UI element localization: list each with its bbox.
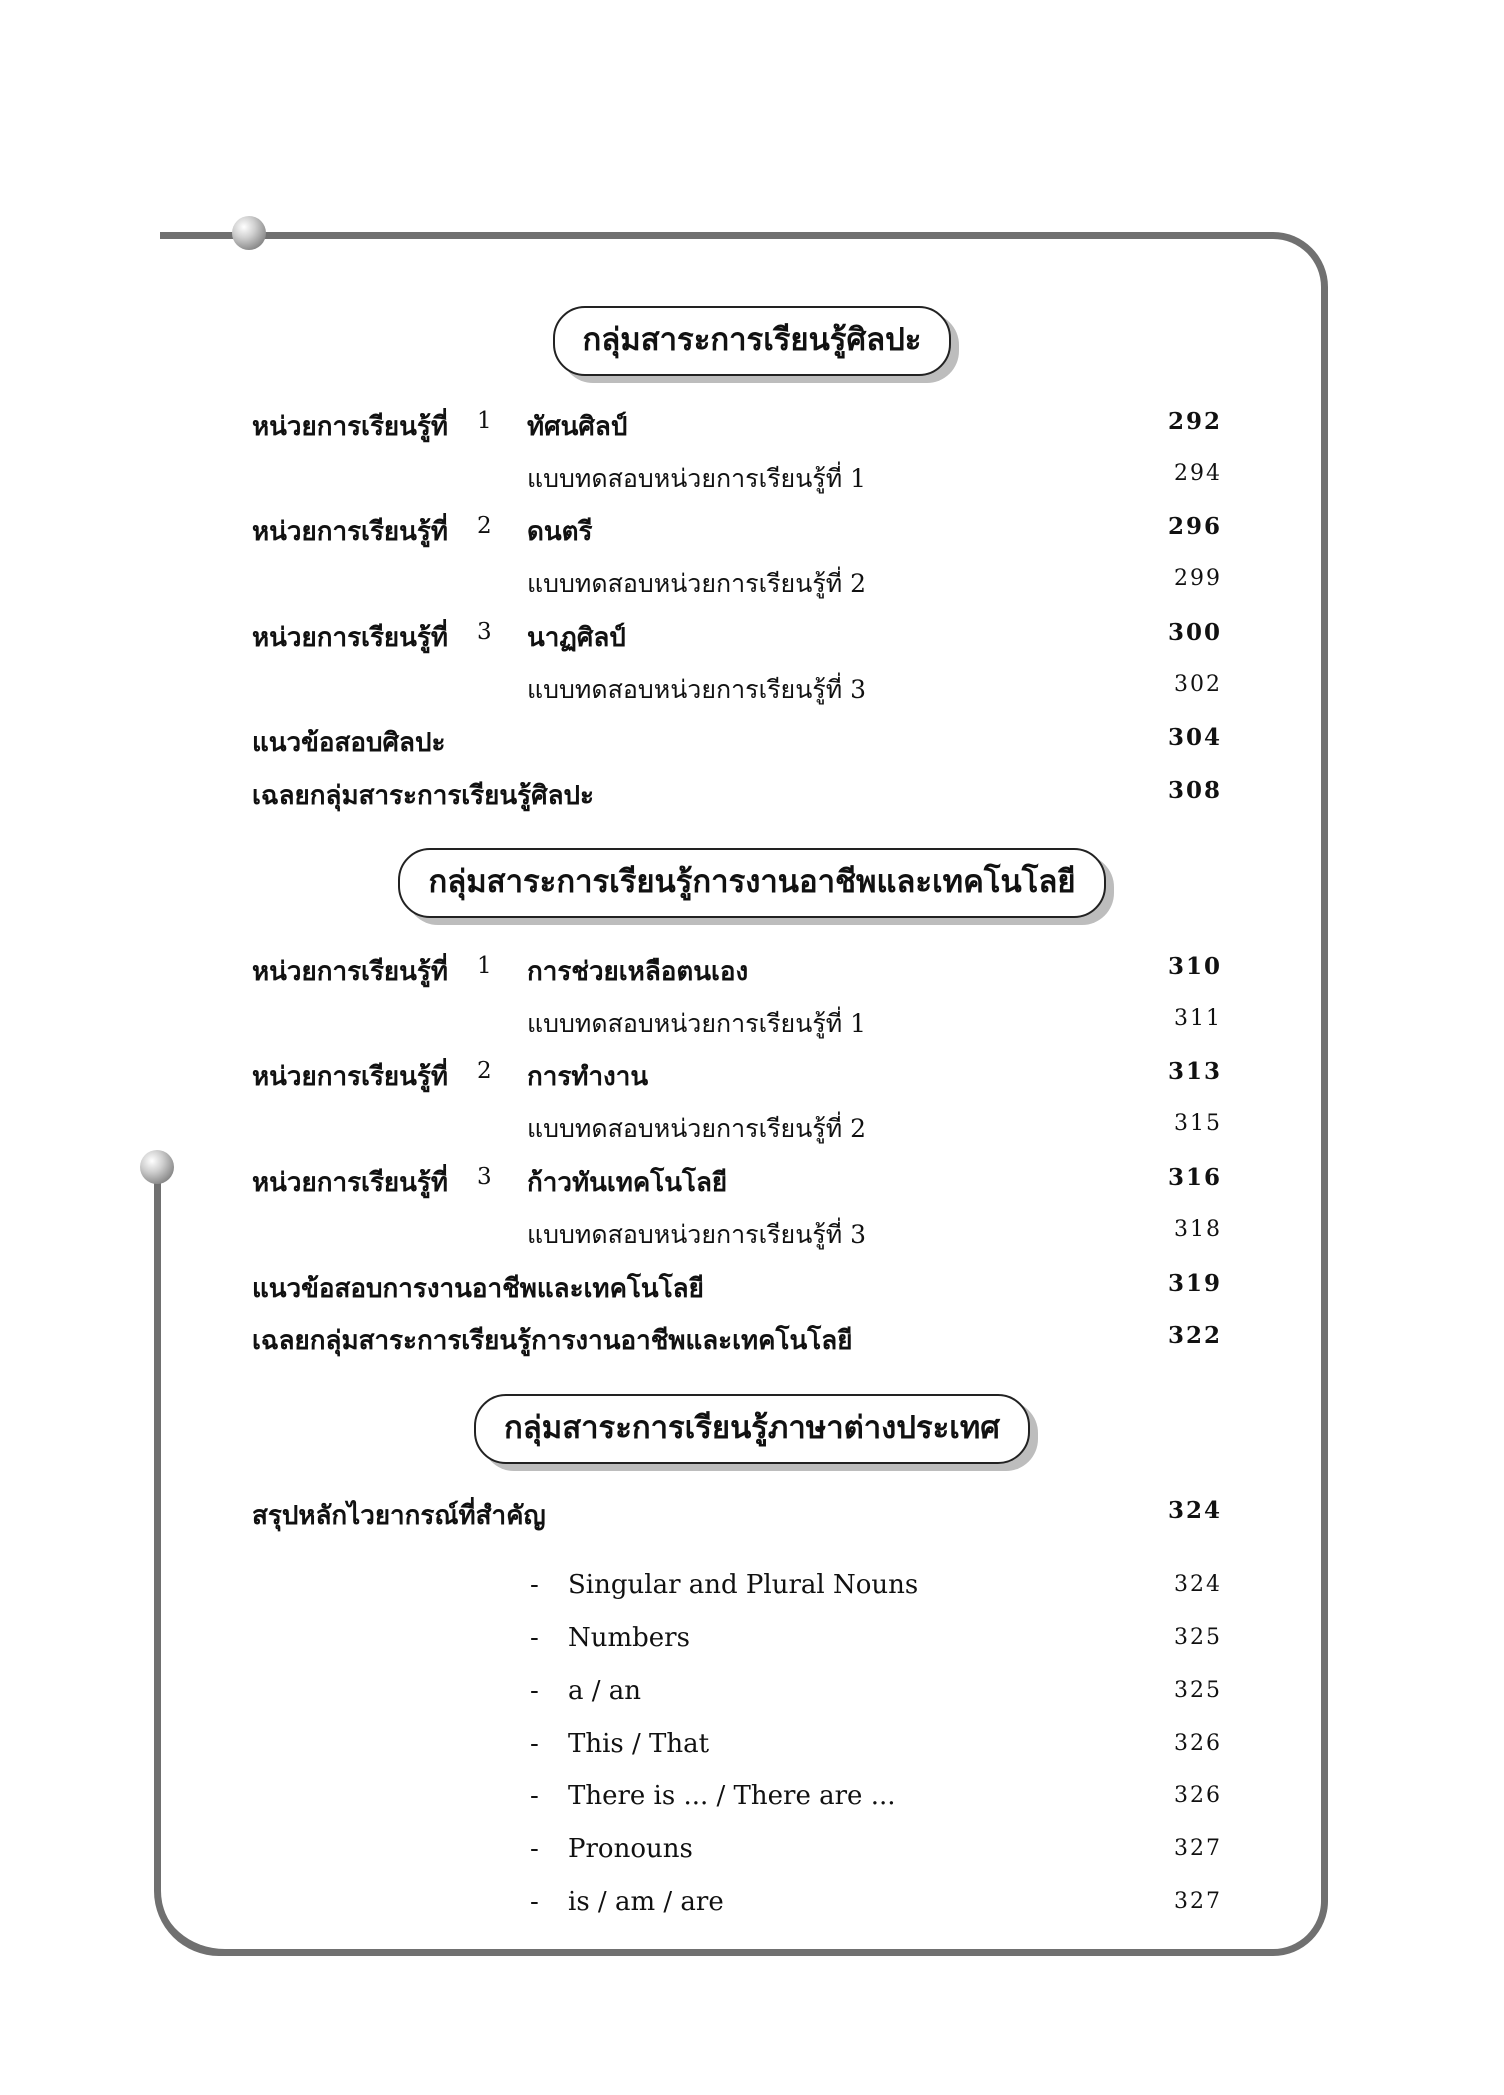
section-header-foreign-languages: [0, 1394, 1504, 1464]
unit-number: 1: [477, 408, 492, 434]
unit-number: 2: [477, 513, 492, 539]
toc-extra-row[interactable]: [252, 1320, 1222, 1364]
grammar-topic: Singular and Plural Nouns: [568, 1570, 919, 1600]
page-number: 316: [1167, 1164, 1222, 1191]
grammar-topic: is / am / are: [568, 1887, 724, 1917]
grammar-topic: This / That: [568, 1729, 710, 1759]
toc-unit-row[interactable]: [252, 1162, 1222, 1206]
test-title: แบบทดสอบหน่วยการเรียนรู้ที่ 2: [527, 1114, 867, 1143]
entry-title: สรุปหลักไวยากรณ์ที่สำคัญ: [252, 1501, 546, 1531]
page-number: 326: [1174, 1783, 1222, 1808]
toc-bullet-row[interactable]: [252, 1570, 1222, 1614]
toc-test-row[interactable]: [252, 1215, 1222, 1259]
toc-bullet-row[interactable]: [252, 1887, 1222, 1931]
toc-test-row[interactable]: [252, 1109, 1222, 1153]
toc-bullet-row[interactable]: [252, 1834, 1222, 1878]
unit-title: การช่วยเหลือตนเอง: [527, 957, 749, 987]
toc-unit-row[interactable]: [252, 511, 1222, 555]
section-header-career-technology: [0, 848, 1504, 918]
unit-label: หน่วยการเรียนรู้ที่: [252, 1168, 449, 1198]
unit-title: ดนตรี: [527, 517, 593, 547]
toc-extra-row[interactable]: [252, 1495, 1222, 1539]
unit-number: 3: [477, 619, 492, 645]
toc-extra-row[interactable]: [252, 722, 1222, 766]
page-number: 325: [1174, 1625, 1222, 1650]
page-number: 299: [1174, 566, 1222, 591]
test-title: แบบทดสอบหน่วยการเรียนรู้ที่ 2: [527, 569, 867, 598]
test-title: แบบทดสอบหน่วยการเรียนรู้ที่ 3: [527, 1220, 867, 1249]
page-number: 310: [1167, 953, 1222, 980]
page-number: 325: [1174, 1678, 1222, 1703]
toc-test-row[interactable]: [252, 564, 1222, 608]
page-number: 308: [1167, 777, 1222, 804]
page-number: 313: [1167, 1058, 1222, 1085]
unit-label: หน่วยการเรียนรู้ที่: [252, 517, 449, 547]
bullet-dash: -: [530, 1887, 539, 1917]
unit-title: การทำงาน: [527, 1062, 649, 1092]
entry-title: เฉลยกลุ่มสาระการเรียนรู้ศิลปะ: [252, 781, 595, 811]
unit-number: 2: [477, 1058, 492, 1084]
unit-number: 3: [477, 1164, 492, 1190]
toc-extra-row[interactable]: [252, 775, 1222, 819]
section-title: กลุ่มสาระการเรียนรู้การงานอาชีพและเทคโนโลยี: [398, 848, 1105, 918]
entry-title: แนวข้อสอบศิลปะ: [252, 728, 446, 758]
page-number: 324: [1174, 1572, 1222, 1597]
page-number: 327: [1174, 1889, 1222, 1914]
page-number: 311: [1174, 1006, 1222, 1031]
toc-unit-row[interactable]: [252, 951, 1222, 995]
test-title: แบบทดสอบหน่วยการเรียนรู้ที่ 1: [527, 464, 867, 493]
toc-test-row[interactable]: [252, 459, 1222, 503]
unit-title: ก้าวทันเทคโนโลยี: [527, 1168, 728, 1198]
page-number: 326: [1174, 1731, 1222, 1756]
grammar-topic: Numbers: [568, 1623, 690, 1653]
section-title: กลุ่มสาระการเรียนรู้ศิลปะ: [553, 306, 952, 376]
frame-ball-left-icon: [140, 1150, 174, 1184]
toc-test-row[interactable]: [252, 670, 1222, 714]
page-number: 302: [1174, 672, 1222, 697]
page-frame-bottom-left-corner: [154, 1820, 234, 1956]
bullet-dash: -: [530, 1676, 539, 1706]
entry-title: เฉลยกลุ่มสาระการเรียนรู้การงานอาชีพและเทคโนโลยี: [252, 1326, 853, 1356]
unit-title: นาฏศิลป์: [527, 623, 626, 653]
page-number: 315: [1174, 1111, 1222, 1136]
page-number: 304: [1167, 724, 1222, 751]
page-number: 322: [1167, 1322, 1222, 1349]
page-number: 300: [1167, 619, 1222, 646]
grammar-topic: a / an: [568, 1676, 642, 1706]
toc-extra-row[interactable]: [252, 1268, 1222, 1312]
bullet-dash: -: [530, 1781, 539, 1811]
page-frame-left-line: [154, 1170, 161, 1870]
page-number: 294: [1174, 461, 1222, 486]
page-number: 318: [1174, 1217, 1222, 1242]
page-number: 292: [1167, 408, 1222, 435]
section-header-arts: [0, 306, 1504, 376]
unit-title: ทัศนศิลป์: [527, 412, 628, 442]
unit-label: หน่วยการเรียนรู้ที่: [252, 957, 449, 987]
frame-ball-top-icon: [232, 216, 266, 250]
bullet-dash: -: [530, 1570, 539, 1600]
test-title: แบบทดสอบหน่วยการเรียนรู้ที่ 3: [527, 675, 867, 704]
toc-bullet-row[interactable]: [252, 1781, 1222, 1825]
toc-unit-row[interactable]: [252, 406, 1222, 450]
bullet-dash: -: [530, 1623, 539, 1653]
grammar-topic: Pronouns: [568, 1834, 693, 1864]
bullet-dash: -: [530, 1729, 539, 1759]
toc-bullet-row[interactable]: [252, 1729, 1222, 1773]
unit-label: หน่วยการเรียนรู้ที่: [252, 412, 449, 442]
grammar-topic: There is ... / There are ...: [568, 1781, 896, 1811]
page-number: 296: [1167, 513, 1222, 540]
unit-label: หน่วยการเรียนรู้ที่: [252, 623, 449, 653]
test-title: แบบทดสอบหน่วยการเรียนรู้ที่ 1: [527, 1009, 867, 1038]
toc-bullet-row[interactable]: [252, 1623, 1222, 1667]
toc-test-row[interactable]: [252, 1004, 1222, 1048]
entry-title: แนวข้อสอบการงานอาชีพและเทคโนโลยี: [252, 1274, 704, 1304]
section-title: กลุ่มสาระการเรียนรู้ภาษาต่างประเทศ: [474, 1394, 1030, 1464]
unit-label: หน่วยการเรียนรู้ที่: [252, 1062, 449, 1092]
bullet-dash: -: [530, 1834, 539, 1864]
unit-number: 1: [477, 953, 492, 979]
toc-bullet-row[interactable]: [252, 1676, 1222, 1720]
toc-unit-row[interactable]: [252, 1056, 1222, 1100]
page-number: 319: [1167, 1270, 1222, 1297]
page-number: 324: [1167, 1497, 1222, 1524]
toc-unit-row[interactable]: [252, 617, 1222, 661]
page-number: 327: [1174, 1836, 1222, 1861]
